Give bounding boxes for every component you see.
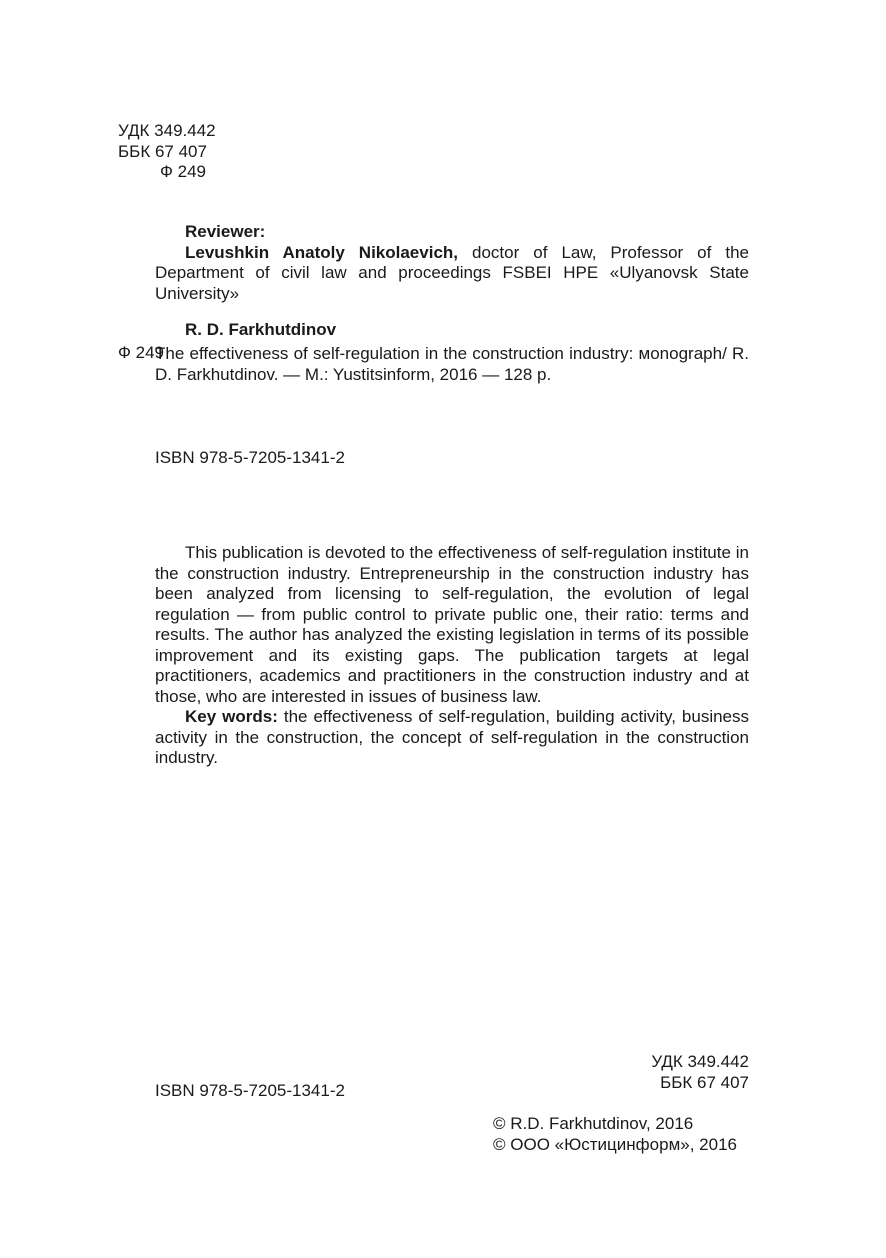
copyright-block <box>493 1114 737 1155</box>
reviewer-heading: Reviewer: <box>185 222 266 241</box>
bbk-code-bottom: ББК 67 407 <box>660 1072 749 1092</box>
keywords-text: the effectiveness of self-regulation, building activity, business activity in the construction, the concept of self-regulation in the construction industry. <box>155 707 750 767</box>
reviewer-section <box>155 222 749 304</box>
record-description: The effectiveness of self-regulation in the construction industry: мonograph/ R. D. Farkhutdinov. — M.: Yustitsinform, 2016 — 128 р. <box>155 344 749 384</box>
isbn-top: ISBN 978-5-7205-1341-2 <box>155 448 345 467</box>
classification-codes-top <box>118 121 216 183</box>
udk-code: УДК 349.442 <box>118 121 216 140</box>
classification-codes-bottom <box>651 1052 749 1093</box>
record-author: R. D. Farkhutdinov <box>185 320 337 339</box>
copyright-author: © R.D. Farkhutdinov, 2016 <box>493 1114 694 1133</box>
abstract-text: This publication is devoted to the effectiveness of self-regulation institute in the construction industry. Entrepreneurship in the construction industry has been analyzed from licensing to self-regulation, the evolution of legal regulation — from public control to private public one, their ratio: terms and results. The author has analyzed the existing legislation in terms of its possible improvement and its existing gaps. The publication targets at legal practitioners, academics and practitioners in the construction industry and at those, who are interested in issues of business law. <box>155 543 749 706</box>
keywords-label: Key words: <box>185 707 278 726</box>
reviewer-name: Levushkin Anatoly Nikolaevich, <box>185 242 459 262</box>
copyright-publisher: © ООО «Юстицинформ», 2016 <box>493 1134 737 1154</box>
isbn-bottom: ISBN 978-5-7205-1341-2 <box>155 1081 345 1100</box>
reviewer-text <box>155 243 749 305</box>
bbk-code: ББК 67 407 <box>118 141 207 161</box>
record-code: Ф 249 <box>118 343 165 362</box>
udk-code-bottom: УДК 349.442 <box>651 1052 749 1071</box>
keywords-paragraph <box>155 707 749 769</box>
author-sign: Ф 249 <box>160 162 207 181</box>
abstract-section <box>155 543 749 769</box>
reviewer-description: doctor of Law, Professor of the Department of civil law and proceedings FSBEI HPE «Ulyanovsk State University» <box>155 242 749 303</box>
